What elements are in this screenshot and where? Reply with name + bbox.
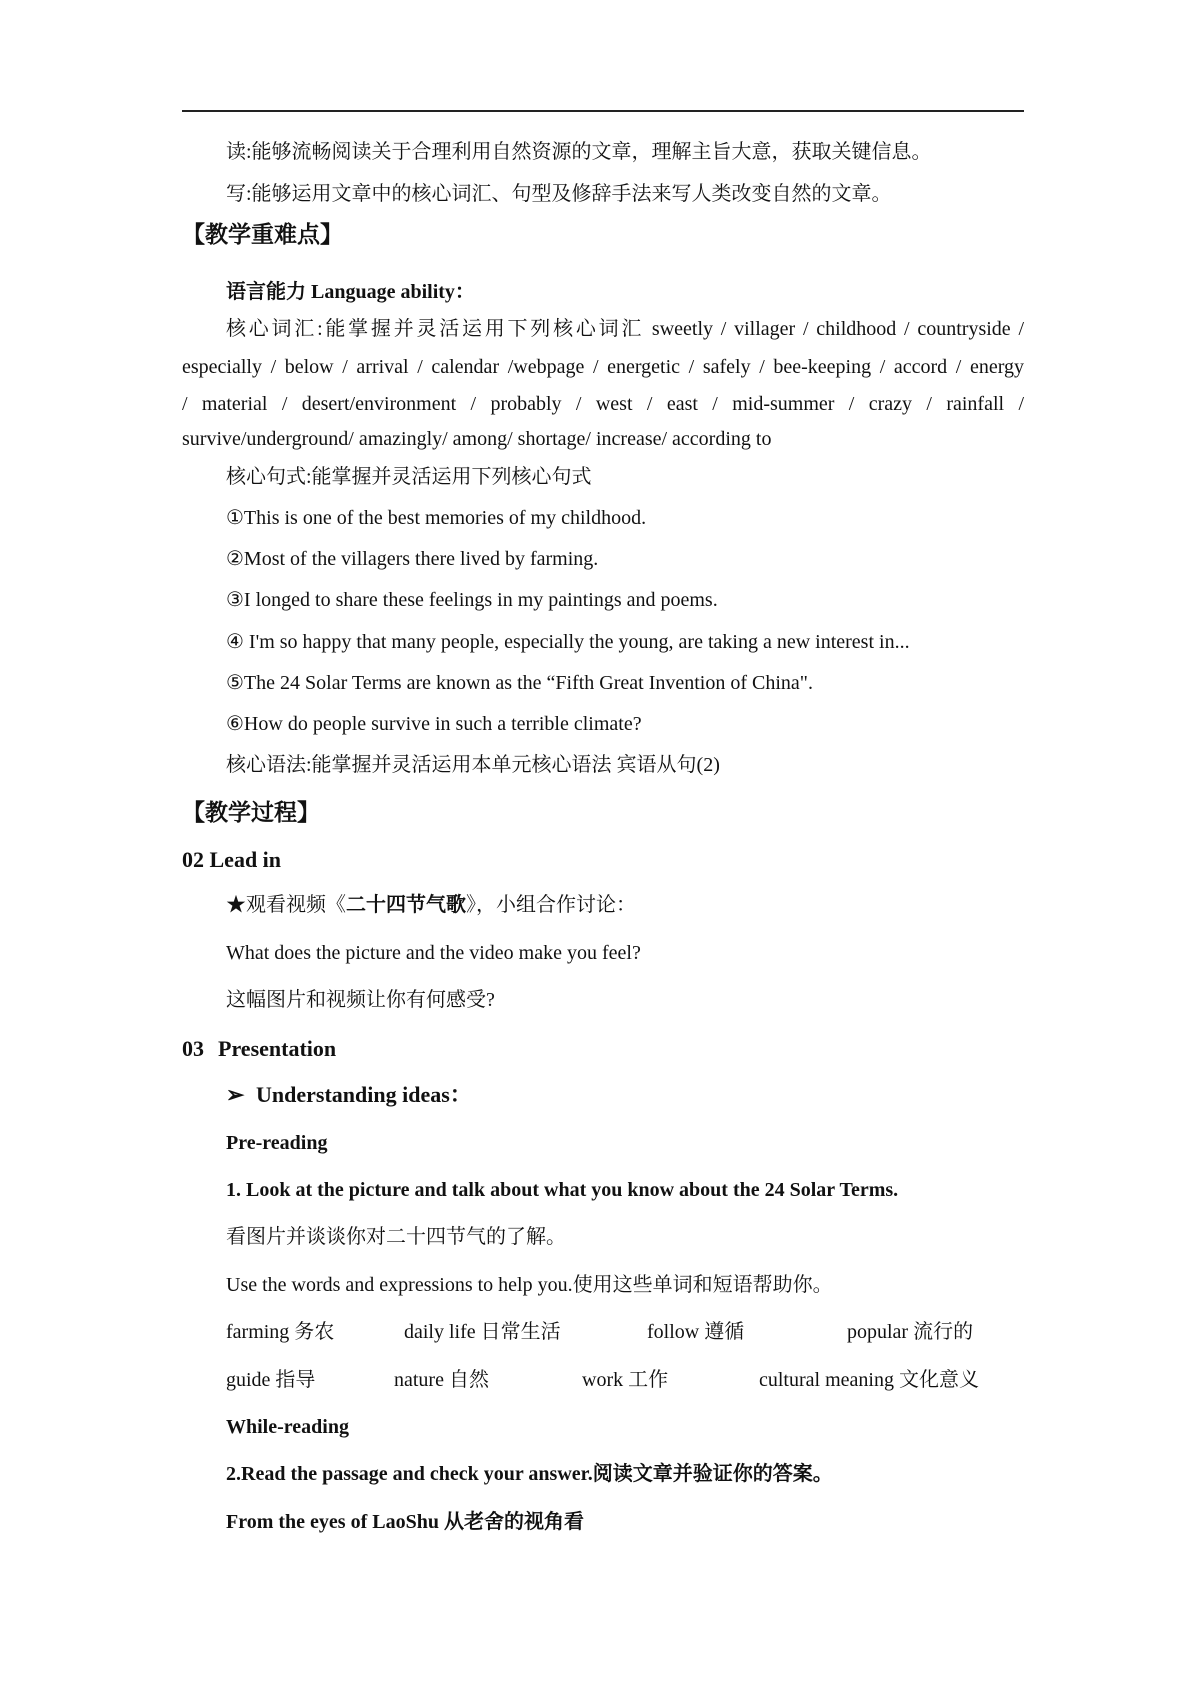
word-chip: popular 流行的 — [847, 1321, 974, 1343]
presentation-label: Presentation — [218, 1036, 337, 1061]
word-chip: guide 指导 — [226, 1369, 316, 1391]
use-words-instruction: Use the words and expressions to help you.使用这些单词和短语帮助你。 — [226, 1274, 833, 1296]
word-row-1 — [182, 1318, 1024, 1366]
vocab-line-3: / material / desert/environment / probably / west / east / mid-summer / crazy / rainfall / — [182, 393, 1024, 415]
vocab-line-1: 核心词汇:能掌握并灵活运用下列核心词汇 sweetly / villager / childhood / countryside / — [226, 318, 1024, 340]
task-2: 2.Read the passage and check your answer.阅读文章并验证你的答案。 — [226, 1463, 833, 1485]
task-1-en: 1. Look at the picture and talk about what you know about the 24 Solar Terms. — [226, 1179, 899, 1201]
header-rule — [182, 110, 1024, 112]
sentence-item: ⑤The 24 Solar Terms are known as the “Fifth Great Invention of China". — [226, 672, 813, 694]
grammar-point: 核心语法:能掌握并灵活运用本单元核心语法 宾语从句(2) — [226, 754, 720, 776]
sentence-item: ③I longed to share these feelings in my paintings and poems. — [226, 589, 718, 611]
sentences-intro: 核心句式:能掌握并灵活运用下列核心句式 — [226, 466, 592, 488]
understanding-ideas — [226, 1081, 1024, 1129]
lead-in-task-suffix: 》，小组合作讨论： — [466, 894, 636, 916]
objective-write: 写:能够运用文章中的核心词汇、句型及修辞手法来写人类改变自然的文章。 — [226, 183, 892, 205]
task-1-zh: 看图片并谈谈你对二十四节气的了解。 — [226, 1226, 566, 1248]
pre-reading-label: Pre-reading — [226, 1132, 328, 1154]
word-chip: work 工作 — [582, 1369, 669, 1391]
lead-in-question-zh: 这幅图片和视频让你有何感受? — [226, 989, 495, 1011]
word-chip: farming 务农 — [226, 1321, 335, 1343]
vocab-line-2: especially / below / arrival / calendar /webpage / energetic / safely / bee-keeping / accord / energy — [182, 356, 1024, 378]
lead-in-question-en: What does the picture and the video make you feel? — [226, 942, 641, 964]
document-body — [182, 138, 1024, 1548]
sentence-item: ①This is one of the best memories of my childhood. — [226, 507, 647, 529]
word-chip: daily life 日常生活 — [404, 1321, 561, 1343]
lead-in-task — [226, 891, 1024, 939]
lead-in-task-prefix: ★观看视频《 — [226, 894, 346, 916]
objective-read: 读:能够流畅阅读关于合理利用自然资源的文章，理解主旨大意，获取关键信息。 — [226, 141, 932, 163]
presentation-number: 03 — [182, 1036, 204, 1061]
key-points-heading: 【教学重难点】 — [182, 222, 343, 247]
while-reading-label: While-reading — [226, 1416, 349, 1438]
word-chip: nature 自然 — [394, 1369, 489, 1391]
process-heading: 【教学过程】 — [182, 800, 320, 825]
sentence-item: ⑥How do people survive in such a terrible climate? — [226, 713, 642, 735]
language-ability-label: 语言能力 Language ability： — [226, 281, 475, 303]
word-chip: follow 遵循 — [647, 1321, 745, 1343]
word-row-2 — [182, 1366, 1024, 1413]
task-2-subtitle: From the eyes of LaoShu 从老舍的视角看 — [226, 1511, 584, 1533]
lead-in-title: 02 Lead in — [182, 847, 282, 872]
presentation-title — [182, 1034, 1024, 1081]
arrow-bullet-icon: ➢ — [226, 1082, 245, 1107]
lead-in-task-song: 二十四节气歌 — [346, 894, 466, 916]
sentence-item: ②Most of the villagers there lived by farming. — [226, 548, 599, 570]
vocab-line-4: survive/underground/ amazingly/ among/ shortage/ increase/ according to — [182, 428, 772, 450]
sentence-item: ④ I'm so happy that many people, especially the young, are taking a new interest in... — [226, 631, 910, 653]
understanding-ideas-label: Understanding ideas： — [256, 1082, 472, 1107]
word-chip: cultural meaning 文化意义 — [759, 1369, 979, 1391]
